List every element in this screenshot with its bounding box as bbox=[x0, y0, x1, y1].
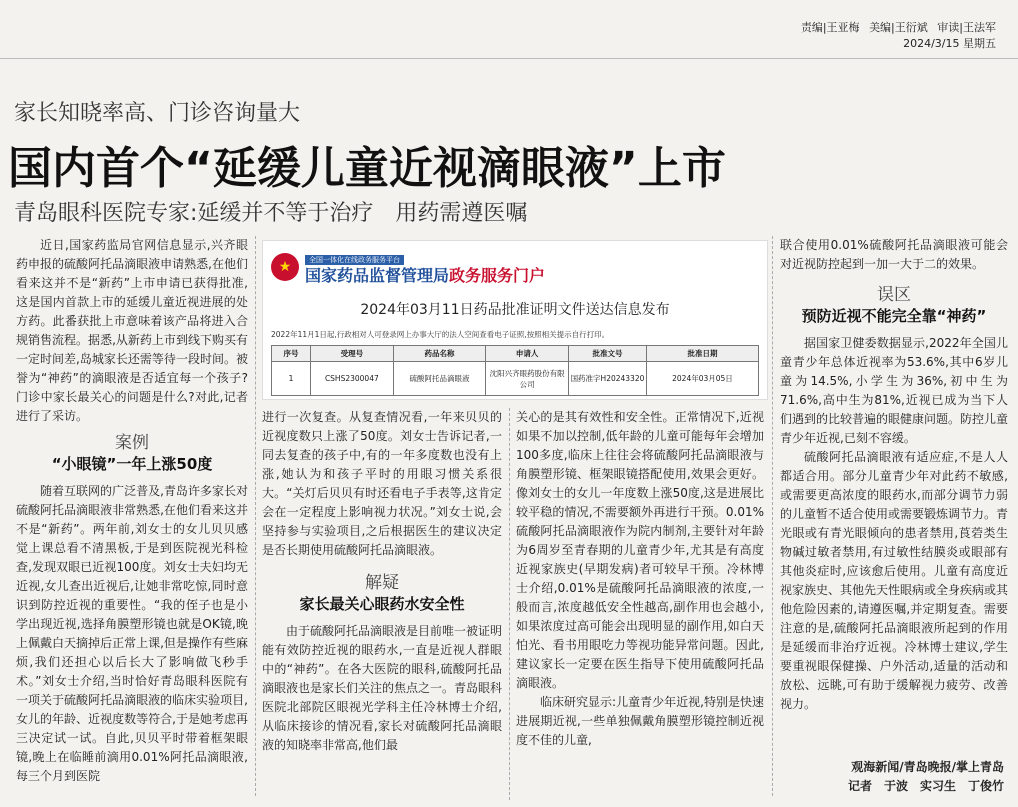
column-2 bbox=[262, 408, 502, 800]
byline-source: 观海新闻/青岛晚报/掌上青岛 bbox=[851, 760, 1004, 774]
national-emblem-icon: ★ bbox=[271, 253, 299, 281]
approval-table bbox=[271, 345, 759, 396]
doubt-paragraph-end: 联合使用0.01%硫酸阿托品滴眼液可能会对近视防控起到一加一大于二的效果。 bbox=[780, 238, 1008, 271]
doubt-paragraph: 由于硫酸阿托品滴眼液是目前唯一被证明能有效防控近视的眼药水,一直是近视人群眼中的“神药”。在各大医院的眼科,硫酸阿托品滴眼液也是家长们关注的焦点之一。青岛眼科医院北部院区眼视光学科主任冷林博士介绍,从临床接诊的情况看,家长对硫酸阿托品滴眼液的知晓率非常高,他们最 bbox=[262, 624, 502, 752]
section-title-case: “小眼镜”一年上涨50度 bbox=[51, 455, 213, 473]
subheadline: 青岛眼科医院专家:延缓并不等于治疗 用药需遵医嘱 bbox=[14, 201, 528, 226]
byline-reporters: 记者 于波 实习生 丁俊竹 bbox=[847, 779, 1004, 793]
lead-paragraph: 近日,国家药监局官网信息显示,兴齐眼药申报的硫酸阿托品滴眼液申请熟悉,在他们看来这并不是“新药”上市申请已获得批准,这是国内首款上市的延缓儿童近视进展的处方药。此番获批上市意味着该产品将进入合规销售流程。据悉,从新药上市到线下购买有一定时间差,岛城家长还需等待一段时间。被誉为“神药”的滴眼液是否适宜每一个孩子?门诊中家长最关心的问题是什么?对此,记者进行了采访。 bbox=[16, 238, 248, 423]
column-divider bbox=[509, 408, 510, 800]
section-label-case: 案例 bbox=[115, 433, 149, 453]
editor-credits: 责编|王亚梅 美编|王衍斌 审读|王法军 bbox=[800, 21, 996, 34]
nmpa-logo bbox=[271, 247, 545, 286]
table-row: 1 CSHS2300047 硫酸阿托品滴眼液 沈阳兴齐眼药股份有限公司 国药准字H20243320 2024年03月05日 bbox=[272, 362, 759, 396]
section-title-doubt: 家长最关心眼药水安全性 bbox=[299, 595, 465, 613]
byline bbox=[776, 758, 1004, 796]
top-rule bbox=[0, 58, 1018, 59]
mistake-paragraph: 据国家卫健委数据显示,2022年全国儿童青少年总体近视率为53.6%,其中6岁儿童为14.5%,小学生为36%,初中生为71.6%,高中生为81%,近视已成为当下人们遇到的比较普遍的眼健康问题。防控儿童青少年近视,已刻不容缓。 bbox=[780, 336, 1008, 445]
nmpa-portal-screenshot bbox=[262, 240, 768, 400]
section-title-mistake: 预防近视不能完全靠“神药” bbox=[801, 307, 987, 325]
column-divider bbox=[255, 236, 256, 796]
headline: 国内首个“延缓儿童近视滴眼液”上市 bbox=[8, 143, 726, 194]
portal-name: 国家药品监督管理局政务服务门户 bbox=[305, 266, 546, 285]
table-header-row: 序号 受理号 药品名称 申请人 批准文号 批准日期 bbox=[272, 346, 759, 362]
masthead bbox=[795, 20, 996, 52]
column-4 bbox=[780, 236, 1008, 796]
section-label-mistake: 误区 bbox=[877, 285, 911, 305]
case-paragraph-continued: 进行一次复查。从复查情况看,一年来贝贝的近视度数只上涨了50度。刘女士告诉记者,一同去复查的孩子中,有的一年多度数也没有上涨,她认为和孩子平时的用眼习惯关系很大。“关灯后贝贝有时还看电子手表等,这肯定会在一定程度上影响视力状况。”刘女士说,会坚持参与实验项目,之后根据医生的建议决定是否长期使用硫酸阿托品滴眼液。 bbox=[262, 410, 502, 557]
issue-date: 2024/3/15 星期五 bbox=[903, 37, 996, 50]
section-label-doubt: 解疑 bbox=[365, 573, 399, 593]
case-paragraph: 随着互联网的广泛普及,青岛许多家长对硫酸阿托品滴眼液非常熟悉,在他们看来这并不是“新药”。两年前,刘女士的女儿贝贝感觉上课总看不清黑板,于是到医院视光科检查,发现双眼已近视100度。刘女士夫妇均无近视,女儿查出近视后,让她非常吃惊,同时意识到防控近视的重要性。“我的侄子也是小学出现近视,选择角膜塑形镜也就是OK镜,晚上佩戴白天摘掉后正常上课,但是操作有些麻烦,我们还担心以后长大了影响做飞秒手术。”刘女士介绍,当时恰好青岛眼科医院有一项关于硫酸阿托品滴眼液的临床实验项目,女儿的年龄、近视度数等符合,于是她考虑再三决定试一试。自此,贝贝平时带着框架眼镜,晚上在临睡前滴用0.01%阿托品滴眼液,每三个月到医院 bbox=[16, 484, 248, 783]
mistake-paragraph: 硫酸阿托品滴眼液有适应症,不是人人都适合用。部分儿童青少年对此药不敏感,或需要更高浓度的眼药水,而部分调节力弱的儿童暂不适合使用或需要锻炼调节力。青光眼或有青光眼倾向的患者禁用,莨菪类生物碱过敏者禁用,有过敏性结膜炎或眼部有其他炎症时,应该愈后使用。儿童有高度近视家族史、其他先天性眼病或全身疾病或其他危险因素的,请遵医嘱,并定期复查。需要注意的是,硫酸阿托品滴眼液所起到的作用是延缓而非治疗近视。冷林博士建议,学生要重视眼保健操、户外活动,适量的活动和放松、远眺,可有助于缓解视力疲劳、改善视力。 bbox=[780, 450, 1008, 711]
doubt-paragraph-clinical: 临床研究显示:儿童青少年近视,特别是快速进展期近视,一些单独佩戴角膜塑形镜控制近视度不佳的儿童, bbox=[516, 695, 764, 747]
column-1 bbox=[16, 236, 248, 796]
notice-text: 2022年11月1日起,行政相对人可登录网上办事大厅的法人空间查看电子证照,按照相关提示自行打印。 bbox=[271, 330, 610, 339]
column-divider bbox=[772, 236, 773, 796]
kicker: 家长知晓率高、门诊咨询量大 bbox=[14, 101, 301, 126]
notice-title: 2024年03月11日药品批准证明文件送达信息发布 bbox=[360, 302, 670, 318]
portal-platform-label: 全国一体化在线政务服务平台 bbox=[305, 255, 404, 265]
column-3 bbox=[516, 408, 764, 800]
doubt-paragraph-continued: 关心的是其有效性和安全性。正常情况下,近视如果不加以控制,低年龄的儿童可能每年会增加100多度,临床上往往会将硫酸阿托品滴眼液与角膜塑形镜、框架眼镜搭配使用,效果会更好。像刘女士的女儿一年度数上涨50度,这是进展比较平稳的情况,不需要额外再进行干预。0.01%硫酸阿托品滴眼液作为院内制剂,主要针对年龄为6周岁至青春期的儿童青少年,尤其是有高度近视家族史(早期发病)者可较早干预。冷林博士介绍,0.01%是硫酸阿托品滴眼液的浓度,一般而言,浓度越低安全性越高,副作用也会越小,如果浓度过高可能会出现明显的副作用,如白天怕光、看书用眼吃力等视功能异常问题。因此,建议家长一定要在医生指导下使用硫酸阿托品滴眼液。 bbox=[516, 410, 764, 690]
